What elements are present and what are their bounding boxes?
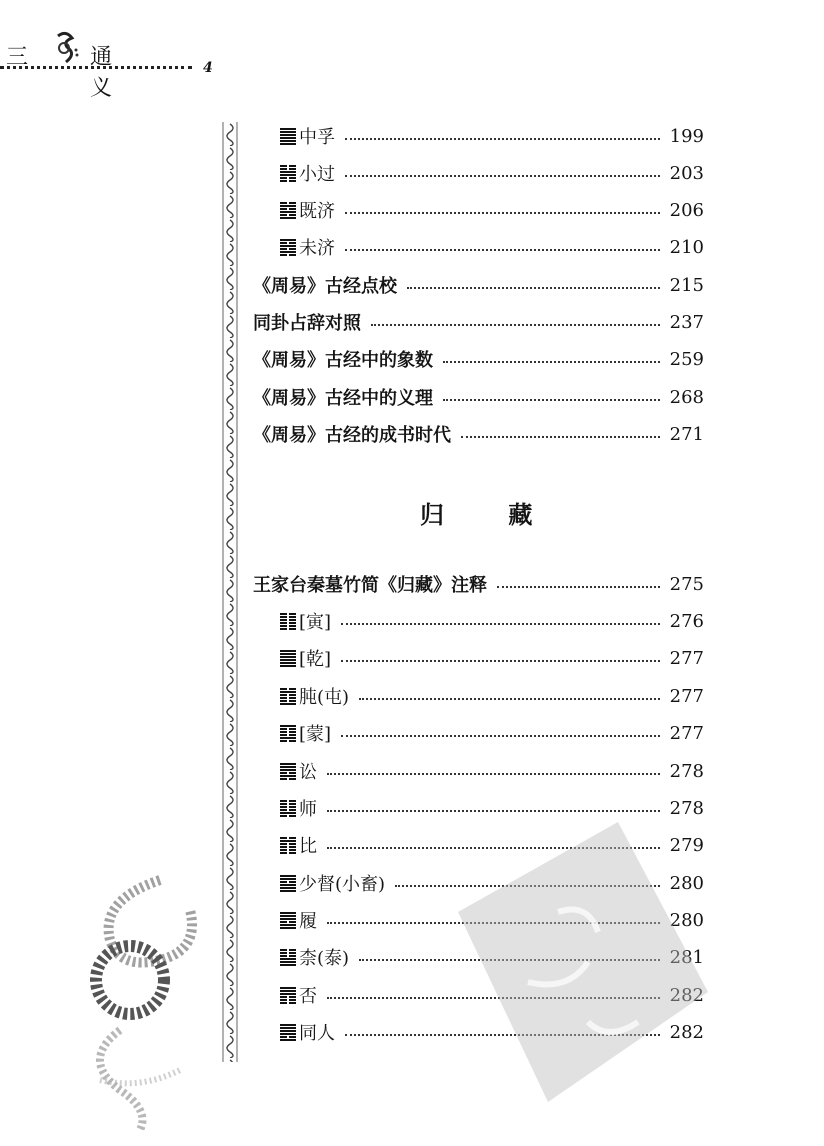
yi-logo-icon: [46, 28, 86, 68]
toc-entry[interactable]: [253, 344, 704, 374]
toc-entry[interactable]: [279, 121, 704, 151]
entry-title: 师: [299, 799, 317, 820]
hexagram-icon: [279, 723, 297, 743]
section-title: 归 藏: [420, 501, 561, 529]
entry-title: 履: [299, 911, 317, 932]
toc-entry[interactable]: [253, 382, 704, 412]
dot-leader: [461, 436, 660, 438]
hexagram-icon: [279, 648, 297, 668]
dot-leader: [371, 324, 660, 326]
entry-page: 281: [669, 946, 704, 968]
entry-page: 279: [669, 834, 704, 856]
dot-leader: [327, 773, 660, 775]
entry-title: 同卦占辞对照: [253, 313, 361, 334]
entry-title: 同人: [299, 1023, 335, 1044]
toc-entry[interactable]: [253, 307, 704, 337]
entry-label: [279, 683, 349, 709]
toc-entry[interactable]: [279, 606, 704, 636]
hexagram-icon: [279, 985, 297, 1005]
entry-title: 既济: [299, 201, 335, 222]
entry-page: 277: [669, 685, 704, 707]
entry-title: [寅]: [299, 612, 332, 633]
header-dot-rule: [0, 66, 192, 69]
dot-leader: [345, 138, 660, 140]
dot-leader: [341, 735, 660, 737]
running-head-right: 通义: [90, 45, 113, 101]
entry-title: 讼: [299, 762, 317, 783]
hexagram-icon: [279, 200, 297, 220]
entry-label: [279, 982, 317, 1008]
yi-logo-watermark-icon: [40, 860, 240, 1130]
hexagram-icon: [279, 798, 297, 818]
entry-title: [蒙]: [299, 724, 332, 745]
dot-leader: [345, 175, 660, 177]
entry-page: 268: [669, 386, 704, 408]
toc-entry[interactable]: [279, 643, 704, 673]
dot-leader: [443, 399, 660, 401]
entry-label: [279, 795, 317, 821]
hexagram-icon: [279, 126, 297, 146]
entry-title: 《周易》古经的成书时代: [253, 425, 451, 446]
dot-leader: [497, 586, 660, 588]
entry-title: 《周易》古经点校: [253, 276, 397, 297]
entry-page: 199: [669, 125, 704, 147]
entry-label: [279, 870, 385, 896]
dot-leader: [359, 698, 660, 700]
hexagram-icon: [279, 910, 297, 930]
toc-entry[interactable]: [279, 718, 704, 748]
hexagram-icon: [279, 1022, 297, 1042]
entry-label: [279, 645, 331, 671]
toc-entry[interactable]: [279, 681, 704, 711]
dot-leader: [407, 287, 660, 289]
entry-page: 271: [669, 423, 704, 445]
hexagram-icon: [279, 873, 297, 893]
entry-label: [279, 197, 335, 223]
entry-page: 282: [669, 984, 704, 1006]
entry-page: 280: [669, 872, 704, 894]
entry-title: 王家台秦墓竹简《归藏》注释: [253, 575, 487, 596]
entry-title: 柰(泰): [299, 948, 350, 969]
entry-label: [279, 608, 331, 634]
entry-label: [279, 832, 317, 858]
dot-leader: [341, 623, 660, 625]
entry-title: 小过: [299, 164, 335, 185]
toc-entry[interactable]: [253, 569, 704, 599]
page-number: 4: [203, 60, 213, 76]
entry-page: 278: [669, 760, 704, 782]
entry-label: [279, 160, 335, 186]
dot-leader: [443, 361, 660, 363]
entry-page: 203: [669, 162, 704, 184]
entry-title: 少督(小畜): [299, 874, 386, 895]
entry-label: [279, 907, 317, 933]
toc-entry[interactable]: [279, 158, 704, 188]
entry-page: 277: [669, 722, 704, 744]
hexagram-icon: [279, 835, 297, 855]
entry-page: 277: [669, 647, 704, 669]
entry-title: 肫(屯): [299, 687, 350, 708]
entry-label: [279, 944, 349, 970]
entry-title: 《周易》古经中的象数: [253, 350, 433, 371]
entry-label: [279, 1019, 335, 1045]
library-seal-watermark: [418, 802, 718, 1142]
toc-entry[interactable]: [279, 756, 704, 786]
entry-page: 259: [669, 348, 704, 370]
entry-title: 否: [299, 986, 317, 1007]
hexagram-icon: [279, 237, 297, 257]
entry-page: 280: [669, 909, 704, 931]
toc-entry[interactable]: [253, 419, 704, 449]
entry-page: 237: [669, 311, 704, 333]
entry-title: 比: [299, 836, 317, 857]
toc-entry[interactable]: [279, 195, 704, 225]
toc-entry[interactable]: [279, 232, 704, 262]
entry-label: [279, 720, 331, 746]
entry-page: 210: [669, 236, 704, 258]
dot-leader: [341, 660, 660, 662]
entry-page: 275: [669, 573, 704, 595]
entry-title: 《周易》古经中的义理: [253, 388, 433, 409]
entry-page: 282: [669, 1021, 704, 1043]
hexagram-icon: [279, 761, 297, 781]
hexagram-icon: [279, 611, 297, 631]
toc-entry[interactable]: [253, 270, 704, 300]
entry-title: 未济: [299, 238, 335, 259]
entry-label: [279, 758, 317, 784]
hexagram-icon: [279, 686, 297, 706]
dot-leader: [345, 249, 660, 251]
entry-page: 276: [669, 610, 704, 632]
hexagram-icon: [279, 163, 297, 183]
running-head-left: 三: [6, 45, 31, 70]
entry-label: [279, 234, 335, 260]
entry-page: 215: [669, 274, 704, 296]
entry-label: [279, 123, 335, 149]
hexagram-icon: [279, 947, 297, 967]
entry-page: 278: [669, 797, 704, 819]
entry-page: 206: [669, 199, 704, 221]
entry-title: 中孚: [299, 127, 335, 148]
entry-title: [乾]: [299, 649, 332, 670]
dot-leader: [345, 212, 660, 214]
